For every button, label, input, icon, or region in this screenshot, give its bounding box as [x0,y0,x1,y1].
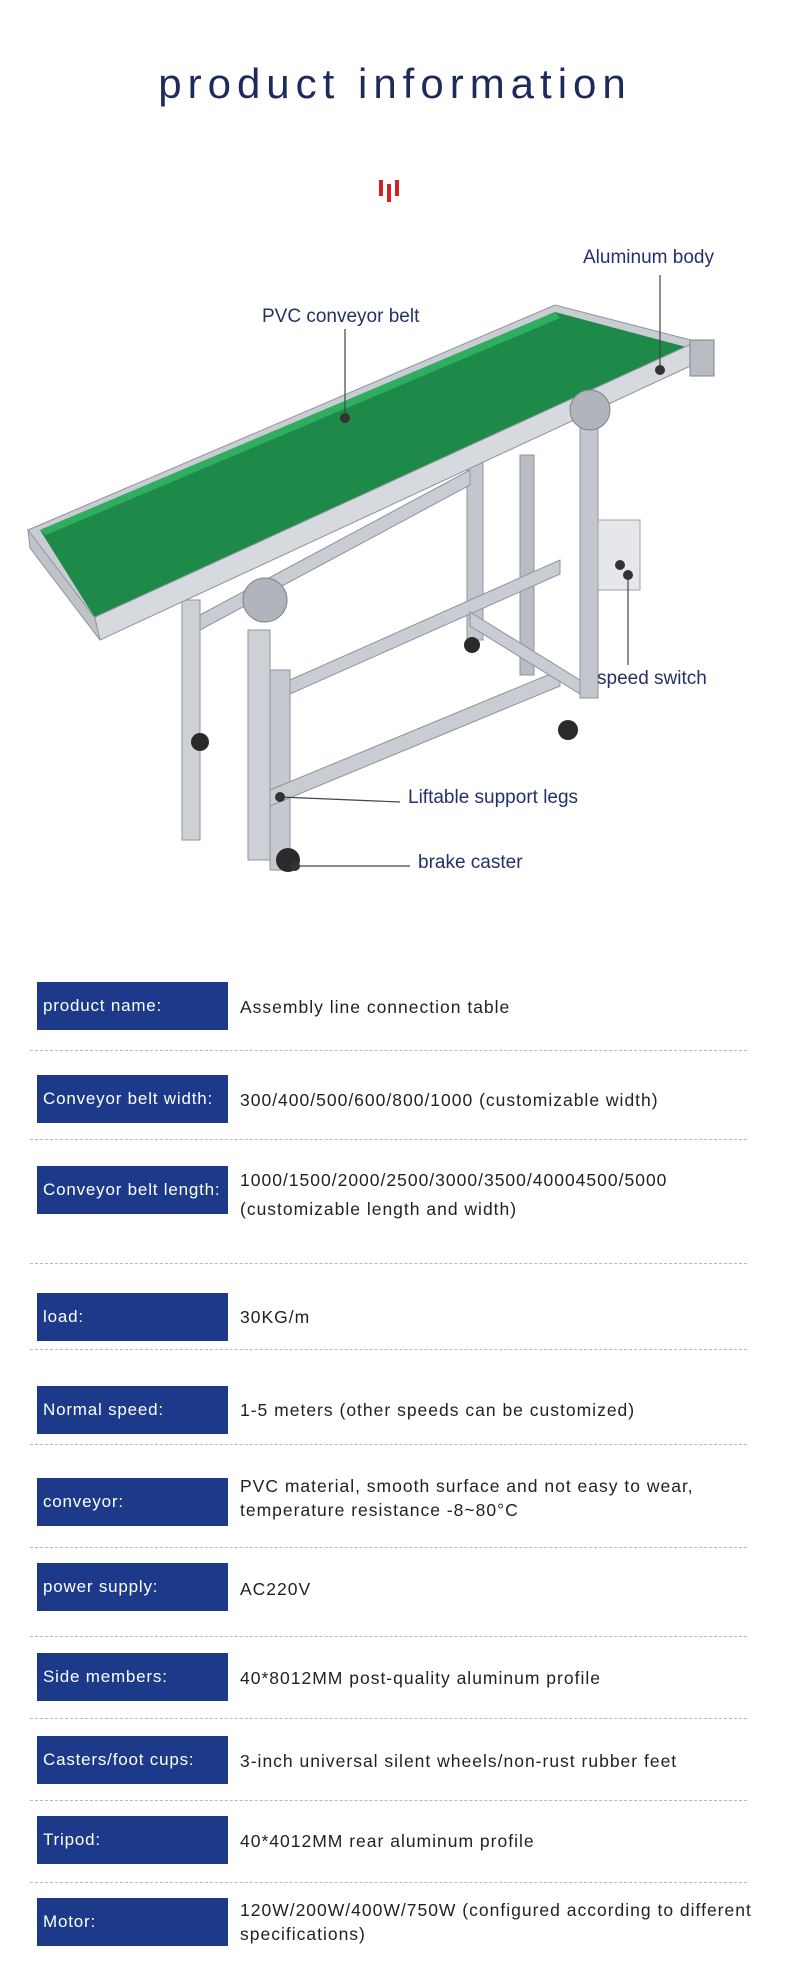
spec-label: power supply: [37,1563,228,1611]
callout-brake-caster: brake caster [418,852,523,873]
conveyor-product-image [0,0,790,900]
spec-label: Motor: [37,1898,228,1946]
divider [30,1050,747,1051]
divider [30,1444,747,1445]
spec-value: AC220V [240,1579,312,1599]
spec-value: 40*8012MM post-quality aluminum profile [240,1668,601,1688]
spec-label: load: [37,1293,228,1341]
spec-value: Assembly line connection table [240,997,511,1017]
spec-label: product name: [37,982,228,1030]
callout-aluminum-body: Aluminum body [583,247,714,268]
spec-value: 40*4012MM rear aluminum profile [240,1831,535,1851]
callout-speed-switch: speed switch [597,668,707,689]
divider [30,1349,747,1350]
divider [30,1800,747,1801]
divider [30,1718,747,1719]
spec-label: Casters/foot cups: [37,1736,228,1784]
spec-label: Side members: [37,1653,228,1701]
divider [30,1636,747,1637]
divider [30,1547,747,1548]
spec-value: 3-inch universal silent wheels/non-rust rubber feet [240,1751,678,1771]
divider [30,1263,747,1264]
divider [30,1882,747,1883]
spec-value: 300/400/500/600/800/1000 (customizable width) [240,1090,659,1110]
callout-support-legs: Liftable support legs [408,787,579,808]
spec-value: 1000/1500/2000/2500/3000/3500/40004500/5000 (customizable length and width) [240,1170,668,1219]
spec-label: Normal speed: [37,1386,228,1434]
spec-label: Conveyor belt width: [37,1075,228,1123]
spec-label: conveyor: [37,1478,228,1526]
spec-value: 120W/200W/400W/750W (configured according to different specifications) [240,1900,752,1944]
page-title: product information [158,60,632,107]
divider [30,1139,747,1140]
spec-value: 1-5 meters (other speeds can be customized) [240,1400,636,1420]
callout-pvc-belt: PVC conveyor belt [262,306,420,327]
spec-label: Tripod: [37,1816,228,1864]
spec-value: PVC material, smooth surface and not easy to wear, temperature resistance -8~80°C [240,1476,694,1520]
spec-label: Conveyor belt length: [37,1166,228,1214]
spec-value: 30KG/m [240,1307,311,1327]
